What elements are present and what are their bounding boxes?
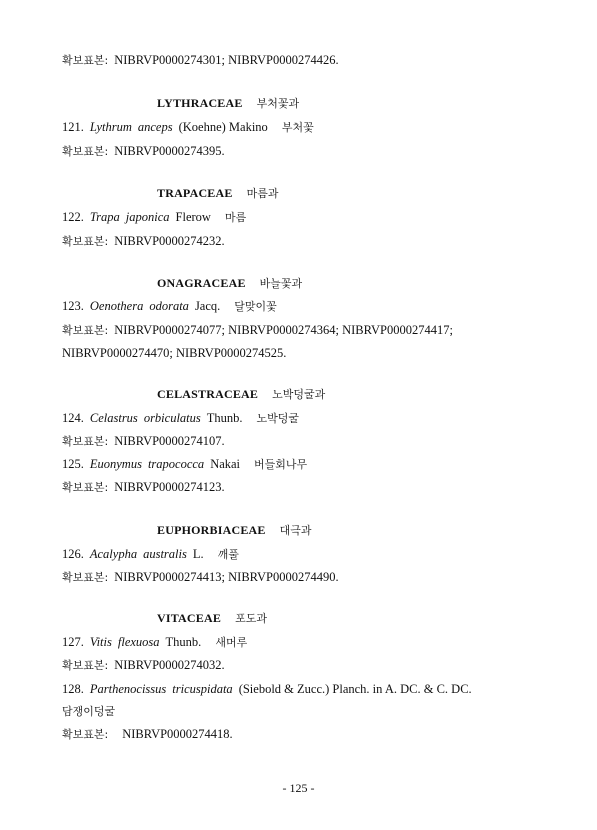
family-korean: 노박덩굴과 bbox=[272, 388, 326, 401]
family-latin: VITACEAE bbox=[157, 611, 222, 625]
family-korean: 바늘꽃과 bbox=[259, 277, 303, 290]
family-latin: ONAGRACEAE bbox=[157, 276, 246, 290]
family-latin: CELASTRACEAE bbox=[157, 387, 259, 401]
voucher-line bbox=[62, 322, 453, 339]
species-epithet: trapococca bbox=[147, 457, 205, 471]
family-korean: 포도과 bbox=[235, 612, 267, 625]
voucher-line bbox=[62, 726, 233, 743]
family-korean: 대극과 bbox=[279, 524, 312, 537]
voucher-label: 확보표본: bbox=[62, 481, 109, 494]
species-entry bbox=[62, 209, 246, 226]
family-heading bbox=[157, 522, 312, 539]
voucher-label: 확보표본: bbox=[62, 235, 109, 248]
species-genus: Oenothera bbox=[89, 299, 144, 313]
species-number: 123. bbox=[62, 299, 84, 313]
species-author: L. bbox=[192, 547, 204, 561]
species-korean: 깨풀 bbox=[217, 548, 239, 561]
species-korean: 부처꽃 bbox=[281, 121, 314, 134]
voucher-label: 확보표본: bbox=[62, 54, 109, 67]
species-korean: 노박덩굴 bbox=[256, 412, 300, 425]
voucher-line bbox=[62, 52, 339, 69]
voucher-line bbox=[62, 569, 339, 586]
voucher-line bbox=[62, 657, 225, 674]
species-author: Jacq. bbox=[194, 299, 221, 313]
species-genus: Lythrum bbox=[89, 120, 132, 134]
page-number: - 125 - bbox=[282, 781, 315, 795]
species-number: 125. bbox=[62, 457, 84, 471]
voucher-label: 확보표본: bbox=[62, 571, 109, 584]
voucher-label: 확보표본: bbox=[62, 324, 109, 337]
species-entry bbox=[62, 456, 307, 473]
species-genus: Celastrus bbox=[89, 411, 138, 425]
species-author: Nakai bbox=[210, 457, 241, 471]
voucher-numbers: NIBRVP0000274470; NIBRVP0000274525. bbox=[62, 346, 287, 360]
voucher-numbers: NIBRVP0000274418. bbox=[122, 727, 233, 741]
family-heading bbox=[157, 610, 267, 627]
species-korean: 달맞이꽃 bbox=[234, 300, 277, 313]
voucher-numbers: NIBRVP0000274232. bbox=[114, 234, 225, 248]
species-author: (Koehne) Makino bbox=[178, 120, 268, 134]
species-author: (Siebold & Zucc.) Planch. in A. DC. & C. DC. bbox=[238, 682, 472, 696]
species-entry bbox=[62, 546, 239, 563]
species-korean: 마름 bbox=[224, 211, 247, 224]
family-latin: EUPHORBIACEAE bbox=[157, 523, 266, 537]
voucher-label: 확보표본: bbox=[62, 728, 109, 741]
voucher-numbers: NIBRVP0000274077; NIBRVP0000274364; NIBRVP0000274417; bbox=[114, 323, 453, 337]
species-epithet: flexuosa bbox=[117, 635, 160, 649]
species-epithet: anceps bbox=[137, 120, 173, 134]
species-author: Thunb. bbox=[206, 411, 243, 425]
species-entry bbox=[62, 410, 299, 427]
species-entry bbox=[62, 634, 247, 651]
species-genus: Parthenocissus bbox=[89, 682, 167, 696]
voucher-numbers: NIBRVP0000274107. bbox=[114, 434, 225, 448]
family-heading bbox=[157, 185, 278, 202]
species-epithet: australis bbox=[143, 547, 187, 561]
species-korean: 버들회나무 bbox=[254, 458, 308, 471]
species-number: 127. bbox=[62, 635, 84, 649]
voucher-numbers: NIBRVP0000274395. bbox=[114, 144, 225, 158]
voucher-numbers: NIBRVP0000274301; NIBRVP0000274426. bbox=[114, 53, 339, 67]
voucher-line-continued bbox=[62, 345, 286, 361]
voucher-line bbox=[62, 433, 225, 450]
family-latin: LYTHRACEAE bbox=[157, 96, 243, 110]
species-author: Thunb. bbox=[165, 635, 202, 649]
species-number: 124. bbox=[62, 411, 84, 425]
species-epithet: orbiculatus bbox=[143, 411, 201, 425]
family-korean: 부처꽃과 bbox=[256, 97, 300, 110]
species-entry bbox=[62, 298, 277, 315]
voucher-label: 확보표본: bbox=[62, 435, 109, 448]
species-number: 126. bbox=[62, 547, 84, 561]
voucher-numbers: NIBRVP0000274032. bbox=[114, 658, 225, 672]
family-latin: TRAPACEAE bbox=[157, 186, 233, 200]
species-genus: Trapa bbox=[89, 210, 120, 224]
species-korean-line bbox=[62, 703, 115, 720]
voucher-line bbox=[62, 233, 225, 250]
family-heading bbox=[157, 95, 299, 112]
voucher-line bbox=[62, 143, 225, 160]
family-korean: 마름과 bbox=[246, 187, 279, 200]
species-genus: Euonymus bbox=[89, 457, 142, 471]
voucher-label: 확보표본: bbox=[62, 659, 109, 672]
family-heading bbox=[157, 275, 302, 292]
species-epithet: odorata bbox=[149, 299, 189, 313]
species-epithet: japonica bbox=[125, 210, 170, 224]
species-genus: Vitis bbox=[89, 635, 112, 649]
family-heading bbox=[157, 386, 325, 403]
species-korean: 새머루 bbox=[215, 636, 248, 649]
species-number: 121. bbox=[62, 120, 84, 134]
species-entry bbox=[62, 681, 472, 697]
species-epithet: tricuspidata bbox=[172, 682, 233, 696]
species-entry bbox=[62, 119, 314, 136]
species-korean: 담쟁이덩굴 bbox=[62, 705, 116, 718]
species-number: 122. bbox=[62, 210, 84, 224]
species-number: 128. bbox=[62, 682, 84, 696]
species-genus: Acalypha bbox=[89, 547, 138, 561]
voucher-label: 확보표본: bbox=[62, 145, 109, 158]
voucher-numbers: NIBRVP0000274123. bbox=[114, 480, 225, 494]
species-author: Flerow bbox=[175, 210, 211, 224]
voucher-line bbox=[62, 479, 225, 496]
voucher-numbers: NIBRVP0000274413; NIBRVP0000274490. bbox=[114, 570, 339, 584]
